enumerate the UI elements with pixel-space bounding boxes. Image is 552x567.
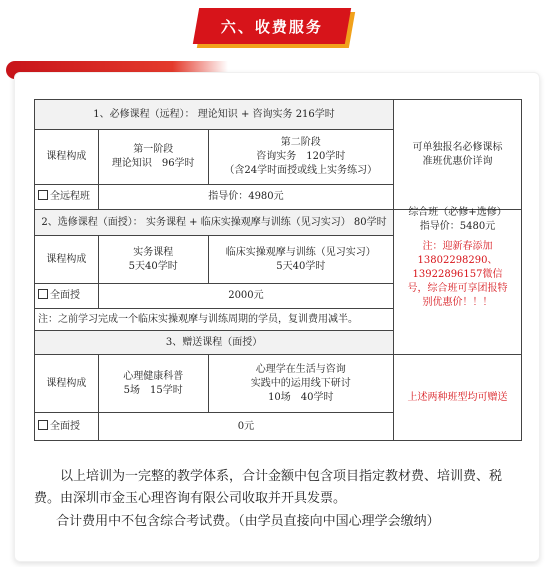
required-row-label: 课程构成 [35,130,99,185]
stage2-note: （含24学时面授或线上实务练习） [224,165,378,176]
stage1-title: 第一阶段 [133,144,174,155]
practice-detail: 5天40学时 [128,260,178,272]
repeat-note: 注：之前学习完成一个临床实操观摩与训练周期的学员，复训费用减半。 [35,309,394,331]
face-class-label: 全面授 [50,290,80,301]
side-promo-note: 注：迎新春添加13802298290、13922896157微信号，综合班可享团报特别优惠价！！！ [407,241,508,308]
clinical-title: 临床实操观摩与训练（见习实习） [225,246,376,258]
elective-row-label: 课程构成 [35,236,99,284]
gift-price: 0元 [98,413,393,441]
checkbox-icon[interactable] [38,289,48,299]
remote-price: 指导价：4980元 [98,185,393,210]
side-enroll-cell [394,100,522,210]
gift2-cell [208,355,393,413]
face-price: 2000元 [98,284,393,309]
stage1-detail: 理论知识 96学时 [111,158,195,169]
title-box [193,8,351,44]
required-header: 1、必修课程（远程）： 理论知识 + 咨询实务 216学时 [35,100,394,130]
gift2-line1: 心理学在生活与咨询 [255,363,346,375]
section-title [196,8,356,48]
checkbox-icon[interactable] [38,420,48,430]
remote-class-label: 全远程班 [50,191,90,202]
gift1-detail: 5场 15学时 [123,384,183,396]
stage2-detail: 咨询实务 120学时 [256,151,346,162]
summary-paragraph: 以上培训为一完整的教学体系，合计金额中包含项目指定教材费、培训费、税费。由深圳市金玉心理咨询有限公司收取并开具发票。 [34,469,503,506]
stage2-cell [208,130,393,185]
practice-title: 实务课程 [133,246,174,258]
face-class-cell [35,284,99,309]
gift2-detail: 10场 40学时 [268,391,334,403]
side-enroll-text: 可单独报名必修课标准班优惠价详询 [412,141,503,167]
remote-class-cell [35,185,99,210]
checkbox-icon[interactable] [38,190,48,200]
side-combo-title: 综合班（必修+选修） [408,207,507,218]
clinical-detail: 5天40学时 [276,260,326,272]
gift-class-cell [35,413,99,441]
clinical-cell [208,236,393,284]
title-text: 六、收费服务 [220,17,323,36]
gift1-title: 心理健康科普 [123,370,184,382]
side-gift: 上述两种班型均可赠送 [394,355,522,441]
stage2-title: 第二阶段 [280,137,321,148]
exam-fee-paragraph: 合计费用中不包含综合考试费。（由学员直接向中国心理学会缴纳） [56,514,440,529]
fee-table [34,99,522,441]
side-combo-price: 指导价：5480元 [419,221,496,232]
side-combo-cell [394,207,522,355]
gift-header: 3、赠送课程（面授） [35,331,394,355]
gift2-line2: 实践中的运用线下研讨 [250,377,351,389]
practice-cell [98,236,208,284]
stage1-cell [98,130,208,185]
gift-class-label: 全面授 [50,420,80,432]
gift1-cell [98,355,208,413]
gift-row-label: 课程构成 [35,355,99,413]
elective-header: 2、选修课程（面授）： 实务课程 + 临床实操观摩与训练（见习实习） 80学时 [35,210,394,236]
